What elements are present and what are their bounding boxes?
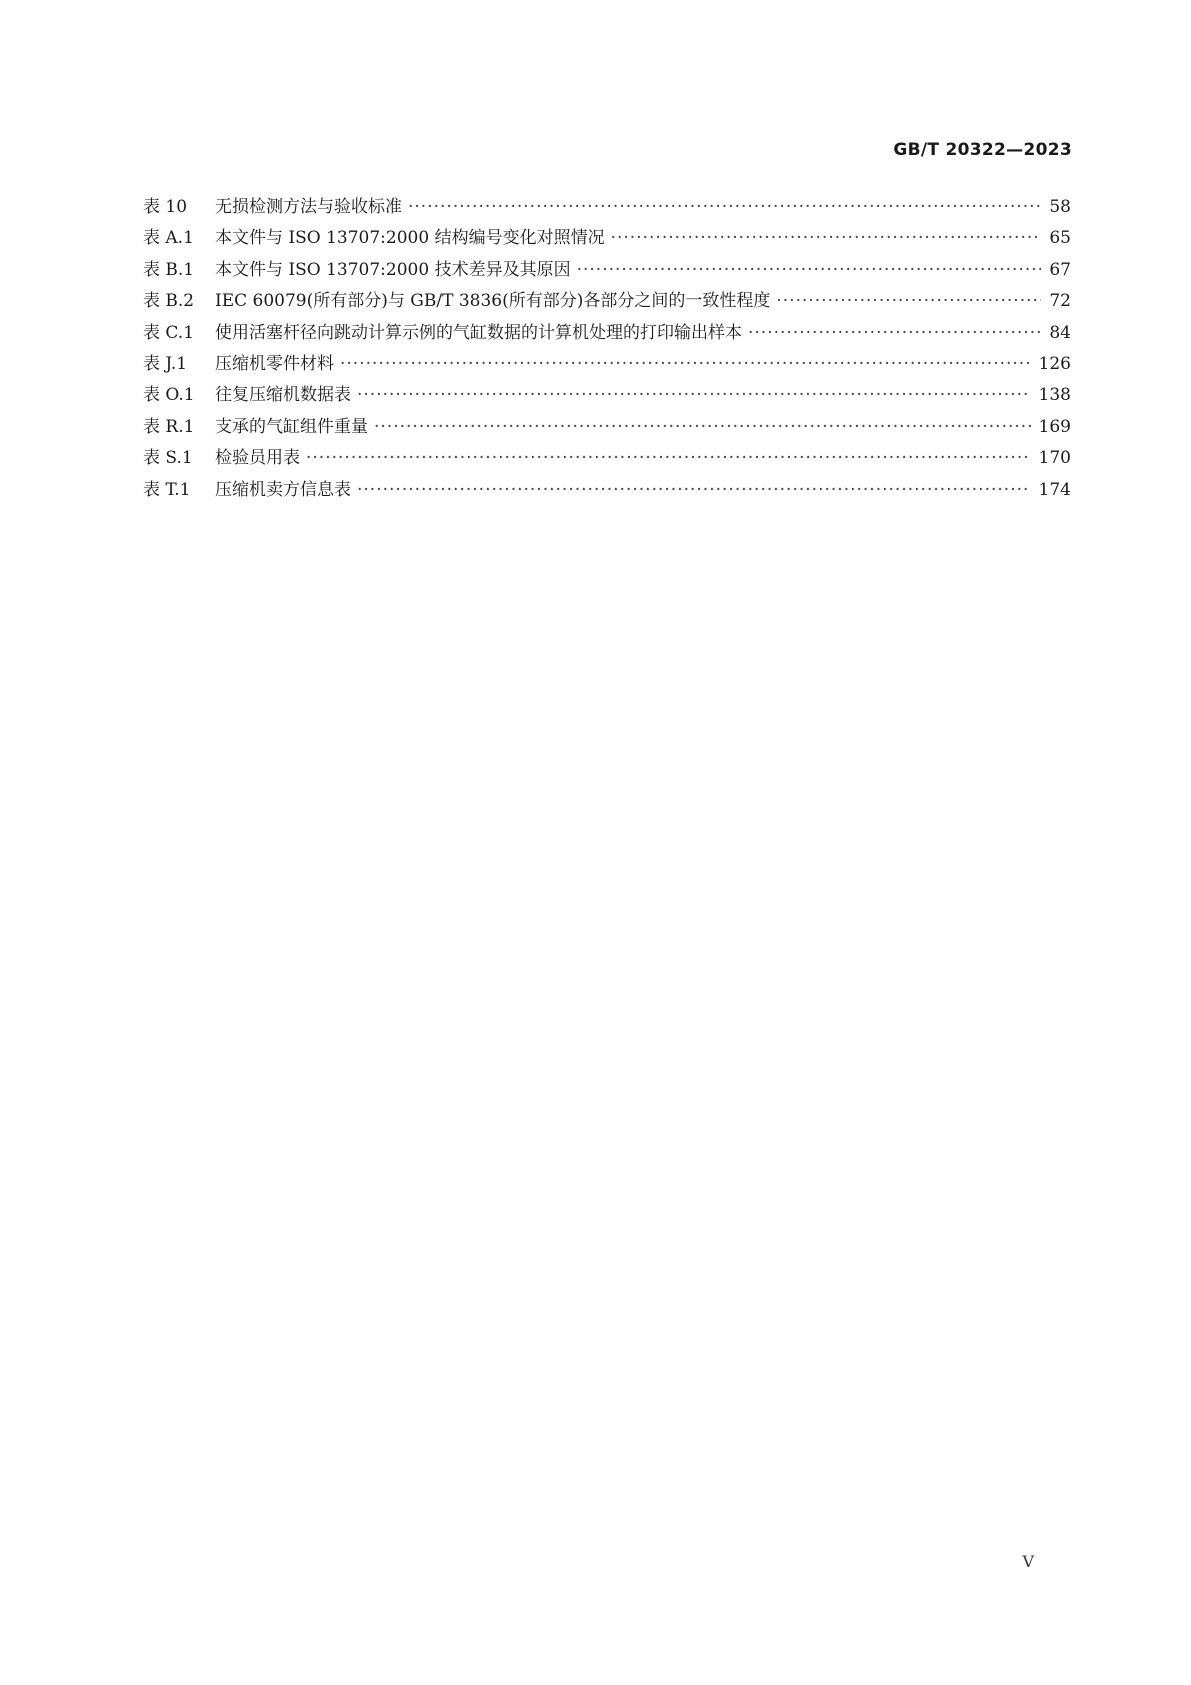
toc-dot-leader <box>357 475 1031 506</box>
toc-dot-leader <box>611 223 1041 254</box>
toc-entry[interactable] <box>143 286 1071 317</box>
toc-entry-number: 表 J.1 <box>143 353 188 374</box>
toc-entry-title: 本文件与 ISO 13707:2000 结构编号变化对照情况 <box>215 228 605 249</box>
toc-entry[interactable] <box>143 412 1071 443</box>
toc-entry-page: 58 <box>1049 197 1071 217</box>
toc-dot-leader <box>776 286 1041 317</box>
toc-entry-number: 表 B.1 <box>143 259 195 280</box>
toc-entry-number: 表 S.1 <box>143 448 193 469</box>
toc-entry-page: 65 <box>1049 228 1071 249</box>
toc-entry-page: 67 <box>1049 259 1071 280</box>
toc-entry-title: IEC 60079(所有部分)与 GB/T 3836(所有部分)各部分之间的一致性程度 <box>215 291 771 312</box>
toc-entry[interactable] <box>143 255 1071 286</box>
toc-entry-title: 往复压缩机数据表 <box>215 385 351 406</box>
toc-dot-leader <box>306 443 1031 474</box>
page-folio: V <box>1022 1552 1034 1571</box>
toc-entry-number: 表 10 <box>143 197 188 217</box>
toc-dot-leader <box>340 349 1031 380</box>
toc-entry-page: 138 <box>1038 385 1071 406</box>
toc-entry-number: 表 A.1 <box>143 228 194 249</box>
toc-entry-page: 72 <box>1049 291 1071 312</box>
toc-dot-leader <box>748 318 1041 349</box>
toc-entry-number: 表 B.2 <box>143 291 195 312</box>
toc-dot-leader <box>357 380 1031 411</box>
toc-entry-page: 169 <box>1038 416 1071 437</box>
toc-entry-number: 表 T.1 <box>143 479 191 500</box>
toc-entry-title: 无损检测方法与验收标准 <box>215 197 402 217</box>
toc-entry[interactable] <box>143 318 1071 349</box>
toc-entry-page: 126 <box>1038 353 1071 374</box>
toc-entry[interactable] <box>143 443 1071 474</box>
toc-entry-page: 84 <box>1049 322 1071 343</box>
toc-entry-title: 支承的气缸组件重量 <box>215 416 368 437</box>
toc-entry-title: 本文件与 ISO 13707:2000 技术差异及其原因 <box>215 259 571 280</box>
toc-entry-number: 表 O.1 <box>143 385 195 406</box>
toc-dot-leader <box>374 412 1031 443</box>
toc-entry[interactable] <box>143 192 1071 223</box>
toc-entry-title: 压缩机卖方信息表 <box>215 479 351 500</box>
toc-entry-title: 使用活塞杆径向跳动计算示例的气缸数据的计算机处理的打印输出样本 <box>215 322 742 343</box>
toc-entry[interactable] <box>143 380 1071 411</box>
table-of-contents <box>143 192 1071 506</box>
toc-dot-leader <box>577 255 1041 286</box>
toc-entry-title: 压缩机零件材料 <box>215 353 334 374</box>
toc-entry-page: 174 <box>1038 479 1071 500</box>
standard-number-header: GB/T 20322—2023 <box>893 140 1072 160</box>
toc-entry-number: 表 R.1 <box>143 416 195 437</box>
toc-entry[interactable] <box>143 475 1071 506</box>
toc-entry[interactable] <box>143 349 1071 380</box>
toc-dot-leader <box>408 192 1041 223</box>
toc-entry-number: 表 C.1 <box>143 322 195 343</box>
toc-entry[interactable] <box>143 223 1071 254</box>
toc-entry-title: 检验员用表 <box>215 448 300 469</box>
toc-entry-page: 170 <box>1038 448 1071 469</box>
